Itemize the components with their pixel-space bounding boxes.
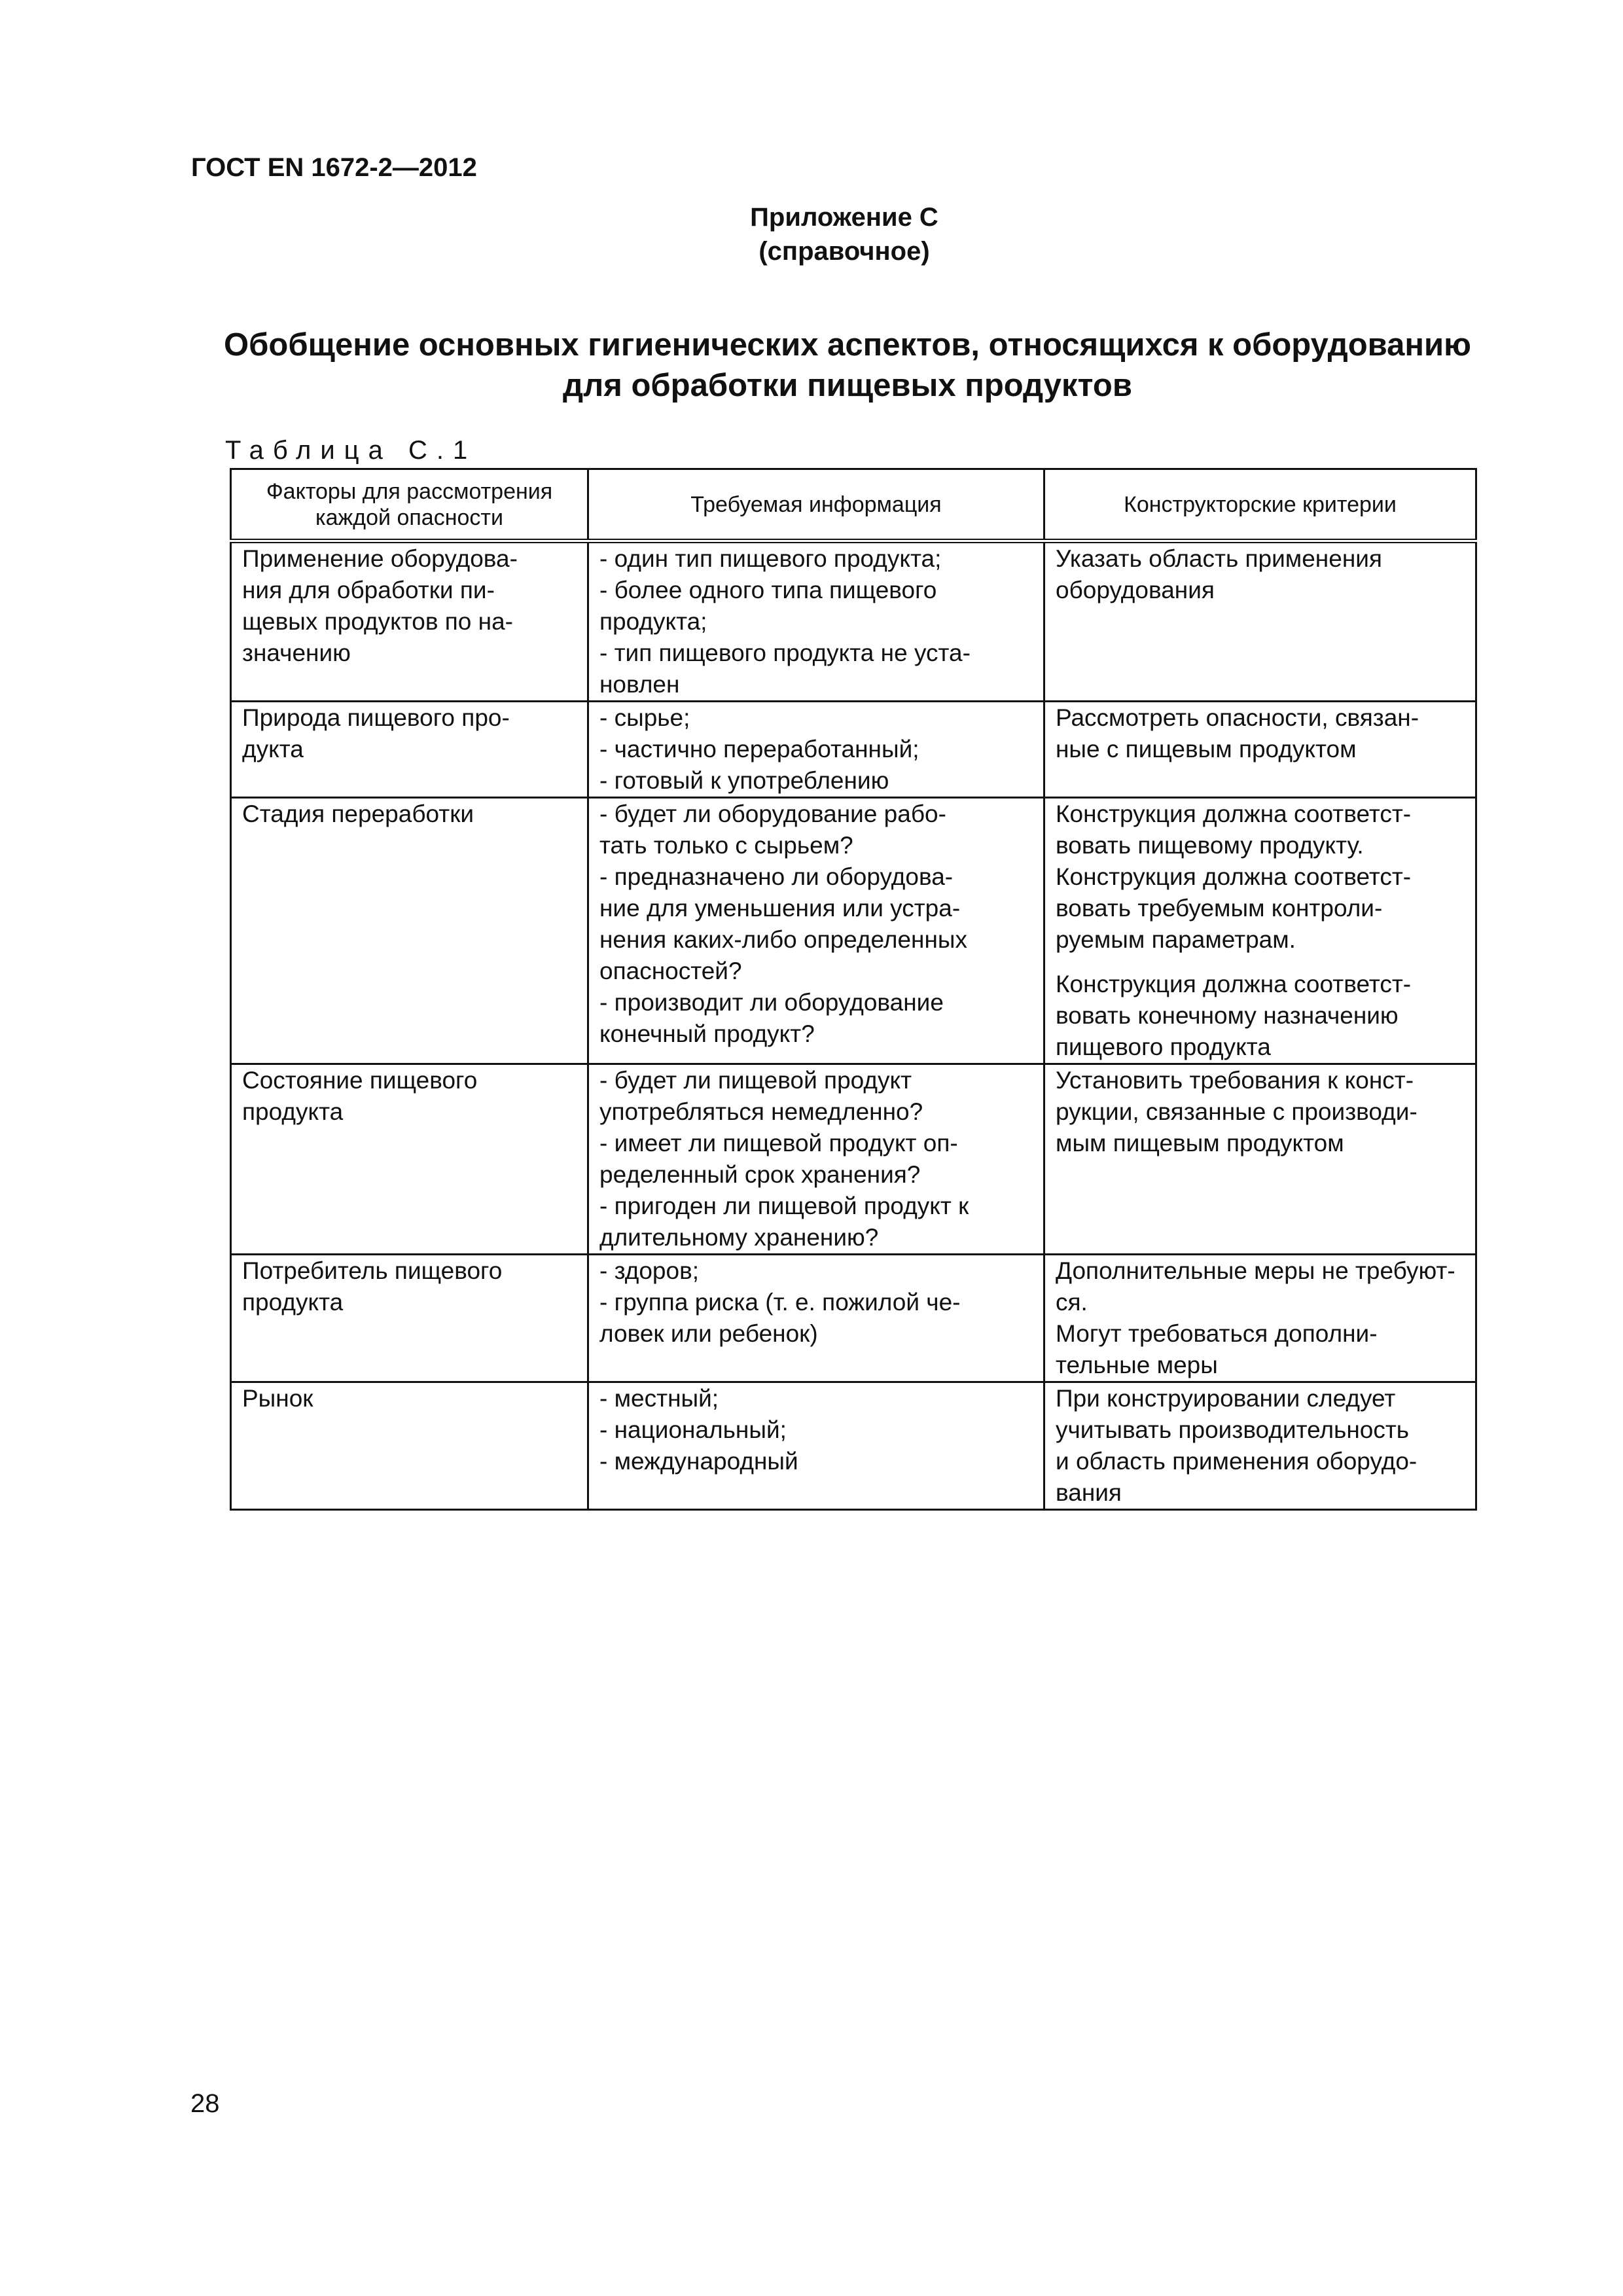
table-row	[231, 1255, 1476, 1382]
column-header-line: каждой опасности	[315, 505, 503, 530]
cell-line: Потребитель пищевого	[242, 1257, 503, 1284]
cell-line: Дополнительные меры не требуют-	[1056, 1257, 1455, 1284]
cell-line: - частично переработанный;	[599, 736, 919, 762]
cell-line: вания	[1056, 1479, 1122, 1506]
cell-line: - пригоден ли пищевой продукт к	[599, 1193, 969, 1219]
main-title	[196, 325, 1499, 406]
cell-line: - будет ли оборудование рабо-	[599, 800, 946, 827]
factor-cell	[231, 798, 588, 1064]
cell-line: Стадия переработки	[242, 800, 474, 827]
hygiene-aspects-table	[230, 468, 1477, 1511]
cell-line: длительному хранению?	[599, 1224, 879, 1251]
factor-cell	[231, 702, 588, 798]
required-info-cell	[588, 1255, 1044, 1382]
required-info-cell	[588, 798, 1044, 1064]
cell-line: продукта	[242, 1289, 344, 1316]
table-row	[231, 798, 1476, 1064]
cell-line: продукта	[242, 1098, 344, 1125]
table-body	[231, 541, 1476, 1510]
cell-line: конечный продукт?	[599, 1020, 815, 1047]
cell-line: - готовый к употреблению	[599, 767, 889, 794]
required-info-cell	[588, 702, 1044, 798]
cell-line: Конструкция должна соответст-	[1056, 971, 1412, 997]
annex-type: (справочное)	[758, 237, 930, 266]
cell-line: При конструировании следует	[1056, 1385, 1396, 1412]
cell-line: ние для уменьшения или устра-	[599, 895, 961, 922]
cell-line: и область применения оборудо-	[1056, 1448, 1418, 1475]
cell-line: - более одного типа пищевого	[599, 577, 937, 603]
cell-line: Конструкция должна соответст-	[1056, 863, 1412, 890]
cell-line: дукта	[242, 736, 304, 762]
table-row	[231, 1382, 1476, 1510]
main-title-line-1: Обобщение основных гигиенических аспектов, относящихся к оборудованию	[224, 327, 1471, 363]
factor-cell	[231, 1255, 588, 1382]
cell-line: Применение оборудова-	[242, 545, 518, 572]
cell-line: нения каких-либо определенных	[599, 926, 968, 953]
column-header-line: Конструкторские критерии	[1124, 492, 1397, 517]
table-row	[231, 1064, 1476, 1255]
cell-line: тать только с сырьем?	[599, 832, 853, 859]
cell-line: щевых продуктов по на-	[242, 608, 513, 635]
required-info-cell	[588, 1064, 1044, 1255]
design-criteria-cell	[1044, 1382, 1476, 1510]
column-header-line: Факторы для рассмотрения	[266, 478, 553, 504]
cell-line: - имеет ли пищевой продукт оп-	[599, 1130, 958, 1157]
table-row	[231, 541, 1476, 702]
required-info-cell	[588, 541, 1044, 702]
column-header-line: Требуемая информация	[690, 492, 942, 517]
cell-line: Рассмотреть опасности, связан-	[1056, 704, 1419, 731]
cell-line: опасностей?	[599, 958, 742, 984]
cell-line: вовать пищевому продукту.	[1056, 832, 1364, 859]
cell-line: ся.	[1056, 1289, 1088, 1316]
column-header-design-criteria	[1044, 469, 1476, 541]
cell-line: - будет ли пищевой продукт	[599, 1067, 912, 1094]
cell-line: пищевого продукта	[1056, 1033, 1271, 1060]
cell-line: ределенный срок хранения?	[599, 1161, 921, 1188]
column-header-required-info	[588, 469, 1044, 541]
cell-line: учитывать производительность	[1056, 1416, 1410, 1443]
cell-line: Конструкция должна соответст-	[1056, 800, 1412, 827]
cell-line: рукции, связанные с производи-	[1056, 1098, 1418, 1125]
factor-cell	[231, 1382, 588, 1510]
table-row	[231, 702, 1476, 798]
cell-line: продукта;	[599, 608, 707, 635]
cell-line: ния для обработки пи-	[242, 577, 495, 603]
cell-line: - местный;	[599, 1385, 719, 1412]
cell-line: новлен	[599, 671, 680, 698]
cell-line: Могут требоваться дополни-	[1056, 1320, 1378, 1347]
document-code: ГОСТ EN 1672-2—2012	[191, 153, 477, 182]
cell-line: ловек или ребенок)	[599, 1320, 818, 1347]
cell-line: употребляться немедленно?	[599, 1098, 923, 1125]
cell-line: - производит ли оборудование	[599, 989, 944, 1016]
cell-line: мым пищевым продуктом	[1056, 1130, 1344, 1157]
cell-line: Указать область применения	[1056, 545, 1382, 572]
cell-line	[1056, 956, 1465, 969]
main-title-line-2: для обработки пищевых продуктов	[563, 368, 1132, 403]
design-criteria-cell	[1044, 541, 1476, 702]
table-caption: Таблица С.1	[225, 436, 477, 465]
cell-line: оборудования	[1056, 577, 1215, 603]
cell-line: руемым параметрам.	[1056, 926, 1296, 953]
design-criteria-cell	[1044, 798, 1476, 1064]
cell-line: - тип пищевого продукта не уста-	[599, 639, 971, 666]
table-header-row	[231, 469, 1476, 541]
factor-cell	[231, 1064, 588, 1255]
cell-line: - один тип пищевого продукта;	[599, 545, 942, 572]
page-number: 28	[190, 2089, 220, 2118]
cell-line: - сырье;	[599, 704, 690, 731]
cell-line: - предназначено ли оборудова-	[599, 863, 954, 890]
cell-line: - национальный;	[599, 1416, 787, 1443]
cell-line: вовать требуемым контроли-	[1056, 895, 1383, 922]
cell-line: - здоров;	[599, 1257, 700, 1284]
cell-line: - группа риска (т. е. пожилой че-	[599, 1289, 961, 1316]
cell-line: Состояние пищевого	[242, 1067, 478, 1094]
design-criteria-cell	[1044, 1064, 1476, 1255]
cell-line: вовать конечному назначению	[1056, 1002, 1399, 1029]
design-criteria-cell	[1044, 1255, 1476, 1382]
column-header-factors	[231, 469, 588, 541]
cell-line: Установить требования к конст-	[1056, 1067, 1414, 1094]
factor-cell	[231, 541, 588, 702]
cell-line: тельные меры	[1056, 1352, 1218, 1378]
required-info-cell	[588, 1382, 1044, 1510]
cell-line: ные с пищевым продуктом	[1056, 736, 1357, 762]
cell-line: значению	[242, 639, 351, 666]
cell-line: Природа пищевого про-	[242, 704, 510, 731]
annex-title: Приложение С	[750, 203, 938, 232]
design-criteria-cell	[1044, 702, 1476, 798]
cell-line: - международный	[599, 1448, 798, 1475]
cell-line: Рынок	[242, 1385, 313, 1412]
